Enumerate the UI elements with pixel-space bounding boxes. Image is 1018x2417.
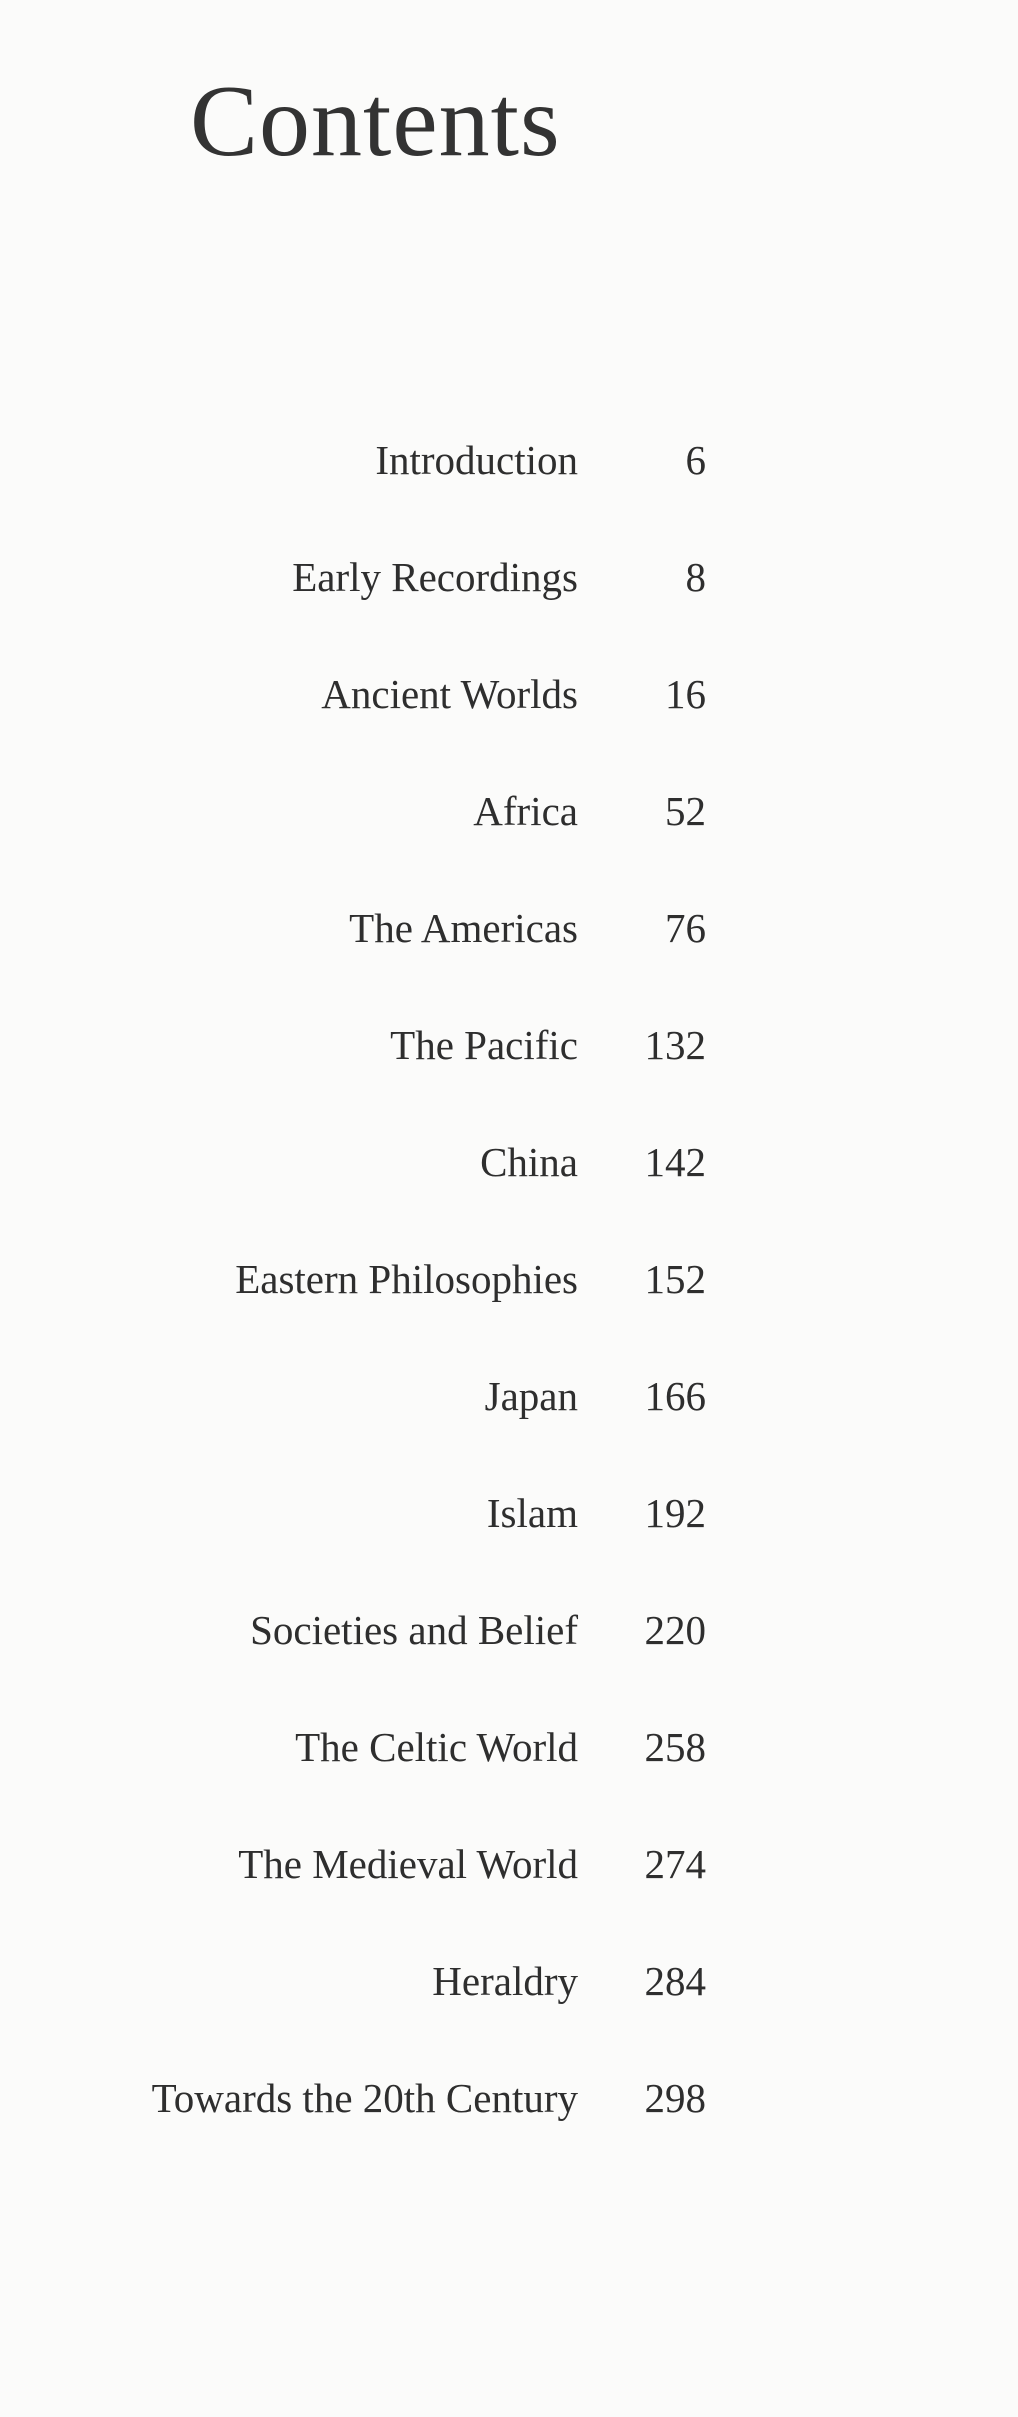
toc-entry[interactable] bbox=[0, 432, 1018, 549]
toc-entry-title: Islam bbox=[486, 1490, 578, 1536]
toc-entry-title: Towards the 20th Century bbox=[151, 2075, 578, 2121]
toc-entry-title: Introduction bbox=[375, 437, 578, 483]
toc-entry-page: 132 bbox=[644, 1022, 706, 1068]
toc-entry-page: 192 bbox=[644, 1490, 706, 1536]
toc-entry-title: The Medieval World bbox=[238, 1841, 578, 1887]
toc-entry-page: 258 bbox=[644, 1724, 706, 1770]
toc-entry-title: The Americas bbox=[349, 905, 578, 951]
toc-entry[interactable] bbox=[0, 549, 1018, 666]
page-title: Contents bbox=[190, 65, 561, 178]
toc-entry[interactable] bbox=[0, 1719, 1018, 1836]
toc-entry[interactable] bbox=[0, 2070, 1018, 2187]
toc-entry[interactable] bbox=[0, 783, 1018, 900]
toc-entry-title: Eastern Philosophies bbox=[235, 1256, 578, 1302]
toc-entry[interactable] bbox=[0, 1485, 1018, 1602]
toc-entry-page: 220 bbox=[644, 1607, 706, 1653]
toc-entry-page: 142 bbox=[644, 1139, 706, 1185]
toc-entry-title: Ancient Worlds bbox=[321, 671, 578, 717]
toc-entry-page: 16 bbox=[665, 671, 706, 717]
toc-entry[interactable] bbox=[0, 1368, 1018, 1485]
toc-entry-page: 298 bbox=[644, 2075, 706, 2121]
toc-entry-page: 284 bbox=[644, 1958, 706, 2004]
toc-entry[interactable] bbox=[0, 1251, 1018, 1368]
toc-entry-title: Africa bbox=[473, 788, 578, 834]
toc-entry-title: Heraldry bbox=[432, 1958, 578, 2004]
toc-entry-page: 274 bbox=[644, 1841, 706, 1887]
toc-entry-title: Japan bbox=[484, 1373, 578, 1419]
toc-entry[interactable] bbox=[0, 1134, 1018, 1251]
toc-entry-title: Early Recordings bbox=[292, 554, 578, 600]
toc-entry[interactable] bbox=[0, 900, 1018, 1017]
toc-entry-title: The Pacific bbox=[390, 1022, 578, 1068]
toc-entry-page: 76 bbox=[665, 905, 706, 951]
toc-entry-title: The Celtic World bbox=[295, 1724, 578, 1770]
toc-entry[interactable] bbox=[0, 1953, 1018, 2070]
toc-entry[interactable] bbox=[0, 1017, 1018, 1134]
toc-entry-page: 6 bbox=[685, 437, 706, 483]
toc-entry[interactable] bbox=[0, 1602, 1018, 1719]
table-of-contents bbox=[0, 432, 1018, 2187]
toc-entry-page: 152 bbox=[644, 1256, 706, 1302]
toc-entry[interactable] bbox=[0, 666, 1018, 783]
toc-entry-title: China bbox=[480, 1139, 578, 1185]
toc-entry-page: 8 bbox=[685, 554, 706, 600]
toc-entry-page: 52 bbox=[665, 788, 706, 834]
toc-entry-page: 166 bbox=[644, 1373, 706, 1419]
toc-entry[interactable] bbox=[0, 1836, 1018, 1953]
toc-entry-title: Societies and Belief bbox=[250, 1607, 578, 1653]
